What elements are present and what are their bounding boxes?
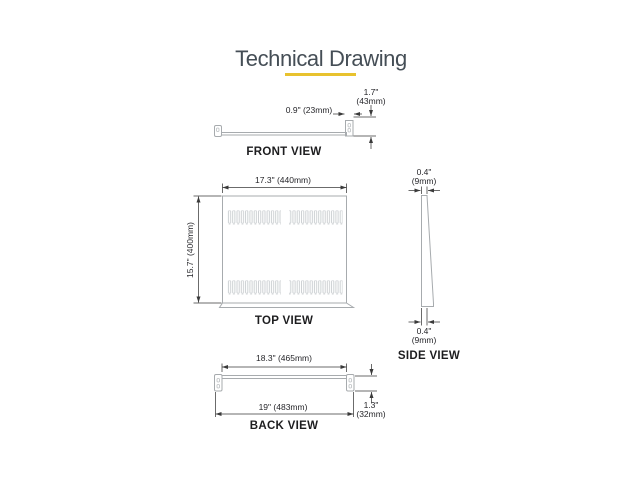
side-thickness-top-mm: (9mm)	[411, 176, 437, 186]
vent-slot-group	[228, 211, 282, 225]
back-outer-width-dimension: 19" (483mm)	[258, 402, 308, 412]
back-height-dimension-mm: (32mm)	[356, 409, 386, 419]
top-view-drawing	[194, 184, 354, 308]
back-inner-width-dimension: 18.3" (465mm)	[256, 353, 312, 363]
top-view-label: TOP VIEW	[254, 315, 314, 327]
back-height-dimension-inches: 1.3"	[363, 400, 379, 410]
side-thickness-bottom-mm: (9mm)	[411, 335, 437, 345]
vent-slot-group	[228, 281, 282, 295]
side-view-drawing	[409, 187, 441, 326]
top-width-dimension: 17.3" (440mm)	[255, 175, 311, 185]
front-view-label: FRONT VIEW	[246, 146, 322, 158]
front-height-dimension-inches: 1.7"	[363, 87, 379, 97]
side-view-label: SIDE VIEW	[397, 350, 461, 362]
back-view-label: BACK VIEW	[249, 420, 319, 432]
side-thickness-top-inches: 0.4"	[416, 167, 432, 177]
vent-slot-group	[289, 281, 343, 295]
front-flange-width-dimension: 0.9" (23mm)	[285, 105, 333, 115]
vent-slot-group	[289, 211, 343, 225]
top-depth-dimension: 15.7" (400mm)	[185, 222, 195, 278]
side-thickness-bottom-inches: 0.4"	[416, 326, 432, 336]
front-height-dimension-mm: (43mm)	[356, 96, 386, 106]
page-title: Technical Drawing	[235, 46, 407, 71]
